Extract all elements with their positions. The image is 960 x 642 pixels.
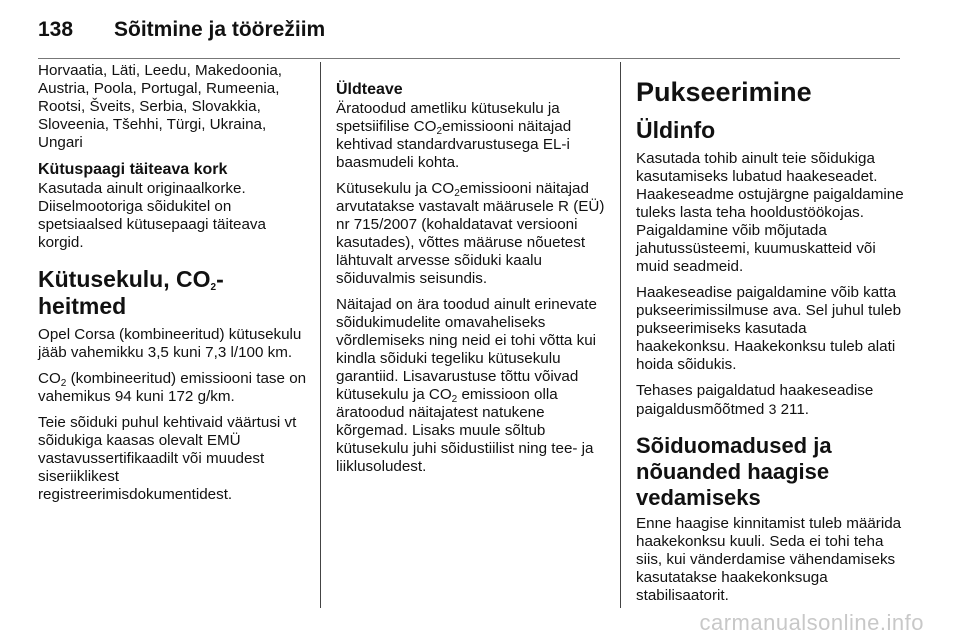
comparison-text: Näitajad on ära toodud ainult erinevate sõidukimudelite omavaheliseks võrdlemiseks ning neid ei tohi võtta kui kindla sõiduki tegeliku kütusekulu garantiid. Lisavarustuse tõttu võivad kütusekulu ja $CO_2$ emissioon olla äratoodud näitajatest natukene kõrgemad. Lisaks muule sõltub kütusekulu juhi sõidustiilist ning tee- ja liiklusoludest.: [336, 296, 597, 475]
coupling-lubrication-text: Enne haagise kinnitamist tuleb määrida haakekonksu kuuli. Seda ei tohi teha siis, kui vänderdamise vähendamiseks kasutatakse haakekonksuga stabilisaatorit.: [636, 515, 902, 604]
driving-characteristics-heading: Sõiduomadused ja nõuanded haagise vedamiseks: [636, 433, 832, 510]
header-divider: [38, 58, 900, 59]
towing-eye-text: Haakeseadise paigaldamine võib katta pukseerimissilmuse ava. Sel juhul tuleb pukseerimiseks kasutada haakekonksu. Haakekonksu tuleb alati hoida sõidukis.: [636, 284, 902, 373]
co2-range: $CO_2$ (kombineeritud) emissiooni tase on vahemikus 94 kuni 172 g/km.: [38, 370, 307, 405]
mounting-dimensions-text: Tehases paigaldatud haakeseadise paigaldusmõõtmed 3 211.: [636, 382, 874, 418]
page-reference-icon[interactable]: 3: [768, 401, 777, 417]
towbar-install-text: Kasutada tohib ainult teie sõidukiga kasutamiseks lubatud haakeseadet. Haakeseadme ostujärgne paigaldamine tuleks lasta teha hooldustöökojas. Paigaldamine võib mõjutada jahutussüsteemi, kuumuskatteid või muid seadmeid.: [636, 150, 904, 275]
consumption-range: Opel Corsa (kombineeritud) kütusekulu jääb vahemikku 3,5 kuni 7,3 l/100 km.: [38, 326, 302, 361]
official-values-text: Äratoodud ametliku kütusekulu ja spetsiifilise $CO_2emissiooni$ näitajad kehtivad standardvarustusega EL-i baasmudeli kohta.: [336, 100, 572, 171]
country-list: Horvaatia, Läti, Leedu, Makedoonia, Austria, Poola, Portugal, Rumeenia, Rootsi, Šveits, Serbia, Slovakkia, Sloveenia, Tšehhi, Türgi, Ukraina, Ungari: [38, 62, 283, 151]
column-left: [38, 62, 308, 608]
consumption-heading: Kütusekulu, $CO_2$-heitmed: [38, 266, 224, 319]
page-number: 138: [38, 18, 74, 41]
page-title: Sõitmine ja töörežiim: [114, 18, 326, 41]
column-middle: [336, 80, 608, 608]
fuel-cap-text: Kasutada ainult originaalkorke. Diiselmootoriga sõidukitel on spetsiaalsed kütusepaagi täiteava korgid.: [38, 180, 266, 251]
towing-heading: Pukseerimine: [636, 77, 812, 107]
column-right: [636, 76, 904, 608]
fuel-cap-heading: Kütuspaagi täiteava kork: [38, 161, 228, 178]
calculation-text: Kütusekulu ja $CO_2emissiooni$ näitajad arvutatakse vastavalt määrusele R (EÜ) nr 715/2007 (kohaldatavat versiooni kasutades), võttes määruse nõuetest lähtuvalt arvesse sõiduki kaalu sõiduvalmis seisundis.: [336, 180, 605, 287]
watermark: carmanualsonline.info: [699, 610, 924, 635]
column-divider-left: [320, 62, 321, 608]
general-subheading: Üldinfo: [636, 117, 716, 143]
certificate-note: Teie sõiduki puhul kehtivaid väärtusi vt sõidukiga kaasas olevalt EMÜ vastavussertifikaadilt või muudest siseriiklikest registreerimisdokumentidest.: [38, 414, 297, 503]
general-info-heading: Üldteave: [336, 81, 403, 98]
page-header: [38, 18, 922, 48]
column-divider-right: [620, 62, 621, 608]
